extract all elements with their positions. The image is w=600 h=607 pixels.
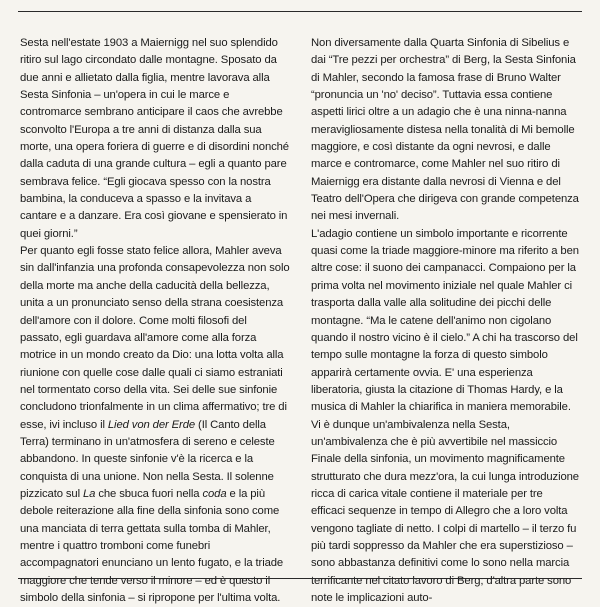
right-paragraph-1: Non diversamente dalla Quarta Sinfonia di Sibelius e dai “Tre pezzi per orchestra” di Berg, la Sesta Sinfonia di Mahler, secondo la famosa frase di Bruno Walter “pronuncia un 'no' deciso”. Tuttavia essa contiene aspetti lirici oltre a un adagio che è una ninna-nanna meravigliosamente distesa nella tonalità di Mi bemolle maggiore, e così distante da ogni nevrosi, e dalle marce e contromarce, come Mahler nel suo ritiro di Maiernigg era distante dalla nevrosi di Vienna e del Teatro dell'Opera che dirigeva con grande competenza nei mesi invernali. [311, 37, 579, 223]
right-column [311, 35, 579, 607]
left-paragraph-2-part-a: Per quanto egli fosse stato felice allora, Mahler aveva sin dall'infanzia una profonda consapevolezza non solo della morte ma anche della caducità della bellezza, unita a un pronunciato senso della strana coesistenza dell'amore con il dolore. Come molti filosofi del passato, egli guardava all'amore come alla forza motrice in un mondo creato da Dio: una lotta volta alla riunione con quelle cose dalle quali ci siamo estraniati nel tormentato corso della vita. Sei delle sue sinfonie concludono trionfalmente in un clima affermativo; tre di esse, ivi incluso il [20, 245, 290, 431]
term-coda: coda [202, 487, 227, 500]
left-paragraph-2 [20, 243, 290, 607]
bottom-rule [18, 578, 582, 579]
left-paragraph-2-part-d: e la più debole reiterazione alla fine della sinfonia sono come una manciata di terra gettata sulla tomba di Mahler, mentre i quattro tromboni come funebri accompagnatori enunciano un lento fugato, e la triade maggiore che tende verso il minore – ed è questo il simbolo della sinfonia – si ripropone per l'ultima volta. [20, 487, 284, 604]
left-paragraph-1: Sesta nell'estate 1903 a Maiernigg nel suo splendido ritiro sul lago circondato dalle montagne. Sposato da due anni e allietato dalla figlia, mentre lavorava alla Sesta Sinfonia – un'opera in cui le marce e contromarce sembrano anticipare il caos che avrebbe sconvolto l'Europa a tre anni di distanza dalla sua morte, una opera foriera di guerre e di disordini nonché dalla caduta di una grande cultura – egli a quanto pare sembrava felice. “Egli giocava spesso con la nostra bambina, la conduceva a spasso e la invitava a cantare e a danzare. Era così giovane e spensierato in quei giorni.” [20, 37, 289, 240]
right-paragraph-2: L'adagio contiene un simbolo importante e ricorrente quasi come la triade maggiore-minore ma riferito a ben altre cose: il suono dei campanacci. Compaiono per la prima volta nel movimento iniziale nel quale Mahler ci trasporta dalla valle alla solitudine dei picchi delle montagne. “Ma le catene dell'animo non cigolano quando il nostro vicino è il cielo.” A chi ha trascorso del tempo sulle montagne la forza di questo simbolo apparirà certamente ovvia. E' una esperienza liberatoria, giusta la citazione di Thomas Hardy, e la musica di Mahler la chiarifica in maniera memorabile. [311, 227, 579, 414]
right-paragraph-3: Vi è dunque un'ambivalenza nella Sesta, un'ambivalenza che è più avvertibile nel massiccio Finale della sinfonia, un movimento magnificamente strutturato che dura mezz'ora, la cui lunga introduzione ricca di carica vitale contiene il materiale per tre efficaci sequenze in tempo di Allegro che a loro volta vengono tagliate di netto. I colpi di martello – il terzo fu più tardi soppresso da Mahler che era superstizioso – sono abbastanza definitivi come lo sono nella marcia terrificante nel citato lavoro di Berg; d'altra parte sono note le implicazioni auto- [311, 418, 579, 604]
left-paragraph-2-part-b: (Il Canto della Terra) terminano in un'atmosfera di sereno e celeste abbandono. In queste sinfonie v'è la ricerca e la conquista di una unione. Non nella Sesta. Il solenne pizzicato sul [20, 418, 275, 500]
left-column [20, 35, 290, 607]
top-rule [18, 11, 582, 12]
left-paragraph-2-part-c: che sbuca fuori nella [95, 487, 203, 500]
note-la: La [83, 487, 96, 500]
work-title-lied-von-der-erde: Lied von der Erde [107, 418, 196, 431]
